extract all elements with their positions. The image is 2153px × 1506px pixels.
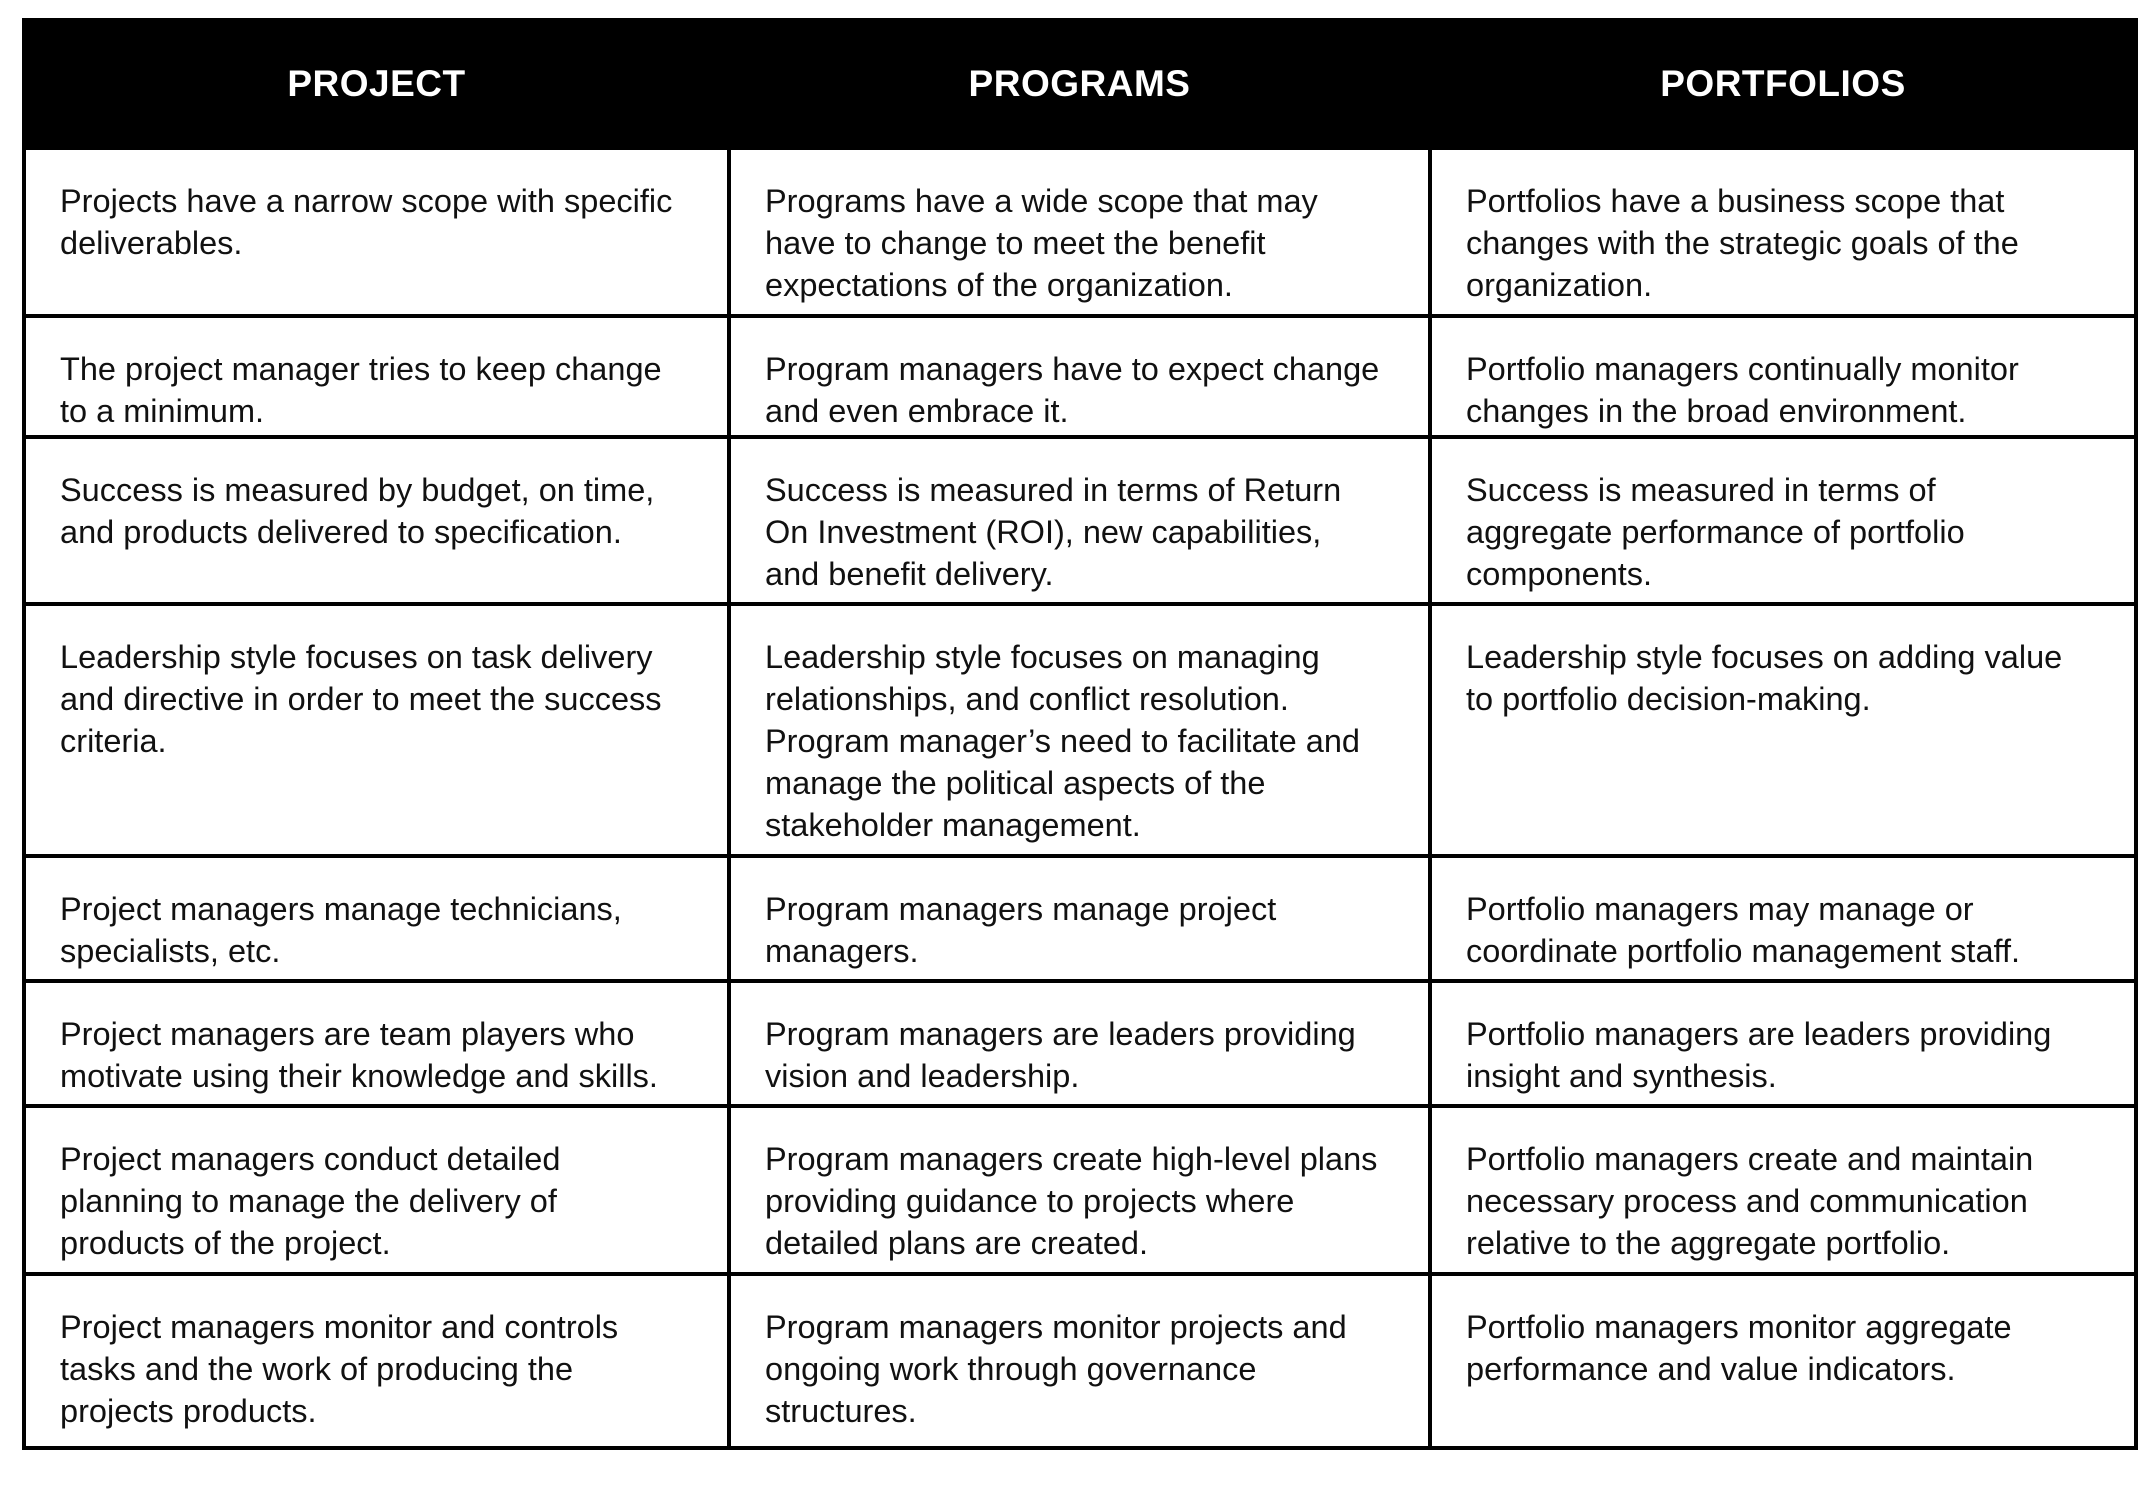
cell-text: Success is measured by budget, on time, and products delivered to specification.: [60, 472, 655, 550]
table-cell-project: [24, 1274, 729, 1448]
table-header: [24, 20, 2136, 148]
cell-text: Programs have a wide scope that may have to change to meet the benefit expectations of the organization.: [765, 183, 1318, 303]
table-cell-programs: [729, 856, 1430, 981]
table-cell-project: [24, 856, 729, 981]
cell-text: Leadership style focuses on task delivery and directive in order to meet the success criteria.: [60, 639, 662, 759]
table-row: [24, 437, 2136, 604]
column-header-programs: PROGRAMS: [729, 20, 1430, 148]
cell-text: Leadership style focuses on managing relationships, and conflict resolution. Program manager’s need to facilitate and manage the political aspects of the stakeholder management.: [765, 639, 1360, 843]
column-header-portfolios: PORTFOLIOS: [1430, 20, 2136, 148]
cell-text: The project manager tries to keep change to a minimum.: [60, 351, 662, 429]
table-cell-project: [24, 981, 729, 1106]
cell-text: Program managers create high-level plans providing guidance to projects where detailed plans are created.: [765, 1141, 1378, 1261]
table-cell-portfolios: [1430, 1106, 2136, 1274]
table-cell-programs: [729, 1274, 1430, 1448]
table-row: [24, 856, 2136, 981]
table-cell-programs: [729, 981, 1430, 1106]
table-cell-portfolios: [1430, 148, 2136, 316]
table-cell-programs: [729, 604, 1430, 856]
cell-text: Portfolio managers are leaders providing insight and synthesis.: [1466, 1016, 2052, 1094]
table-row: [24, 316, 2136, 437]
table-cell-project: [24, 604, 729, 856]
table-cell-project: [24, 1106, 729, 1274]
table-cell-programs: [729, 148, 1430, 316]
table-cell-project: [24, 148, 729, 316]
comparison-table: [22, 18, 2138, 1450]
cell-text: Program managers have to expect change and even embrace it.: [765, 351, 1380, 429]
table-cell-programs: [729, 437, 1430, 604]
table-cell-programs: [729, 316, 1430, 437]
cell-text: Success is measured in terms of aggregate performance of portfolio components.: [1466, 472, 1965, 592]
table-row: [24, 981, 2136, 1106]
table-cell-project: [24, 316, 729, 437]
cell-text: Portfolio managers continually monitor changes in the broad environment.: [1466, 351, 2019, 429]
column-header-project: PROJECT: [24, 20, 729, 148]
table-row: [24, 604, 2136, 856]
table-cell-programs: [729, 1106, 1430, 1274]
cell-text: Projects have a narrow scope with specific deliverables.: [60, 183, 673, 261]
cell-text: Program managers manage project managers.: [765, 891, 1277, 969]
table-row: [24, 1106, 2136, 1274]
cell-text: Project managers are team players who motivate using their knowledge and skills.: [60, 1016, 658, 1094]
cell-text: Program managers are leaders providing vision and leadership.: [765, 1016, 1356, 1094]
cell-text: Portfolios have a business scope that changes with the strategic goals of the organization.: [1466, 183, 2019, 303]
table-row: [24, 1274, 2136, 1448]
cell-text: Portfolio managers may manage or coordinate portfolio management staff.: [1466, 891, 2021, 969]
cell-text: Leadership style focuses on adding value to portfolio decision-making.: [1466, 639, 2063, 717]
cell-text: Project managers manage technicians, specialists, etc.: [60, 891, 622, 969]
header-row: [24, 20, 2136, 148]
table-body: [24, 148, 2136, 1448]
table-cell-portfolios: [1430, 316, 2136, 437]
table-cell-project: [24, 437, 729, 604]
cell-text: Success is measured in terms of Return On Investment (ROI), new capabilities, and benefit delivery.: [765, 472, 1342, 592]
table-cell-portfolios: [1430, 1274, 2136, 1448]
cell-text: Program managers monitor projects and ongoing work through governance structures.: [765, 1309, 1347, 1429]
cell-text: Project managers monitor and controls tasks and the work of producing the projects products.: [60, 1309, 619, 1429]
table-row: [24, 148, 2136, 316]
table-cell-portfolios: [1430, 856, 2136, 981]
cell-text: Project managers conduct detailed planning to manage the delivery of products of the project.: [60, 1141, 561, 1261]
table-cell-portfolios: [1430, 604, 2136, 856]
table-cell-portfolios: [1430, 437, 2136, 604]
cell-text: Portfolio managers monitor aggregate performance and value indicators.: [1466, 1309, 2012, 1387]
table-cell-portfolios: [1430, 981, 2136, 1106]
cell-text: Portfolio managers create and maintain necessary process and communication relative to the aggregate portfolio.: [1466, 1141, 2034, 1261]
